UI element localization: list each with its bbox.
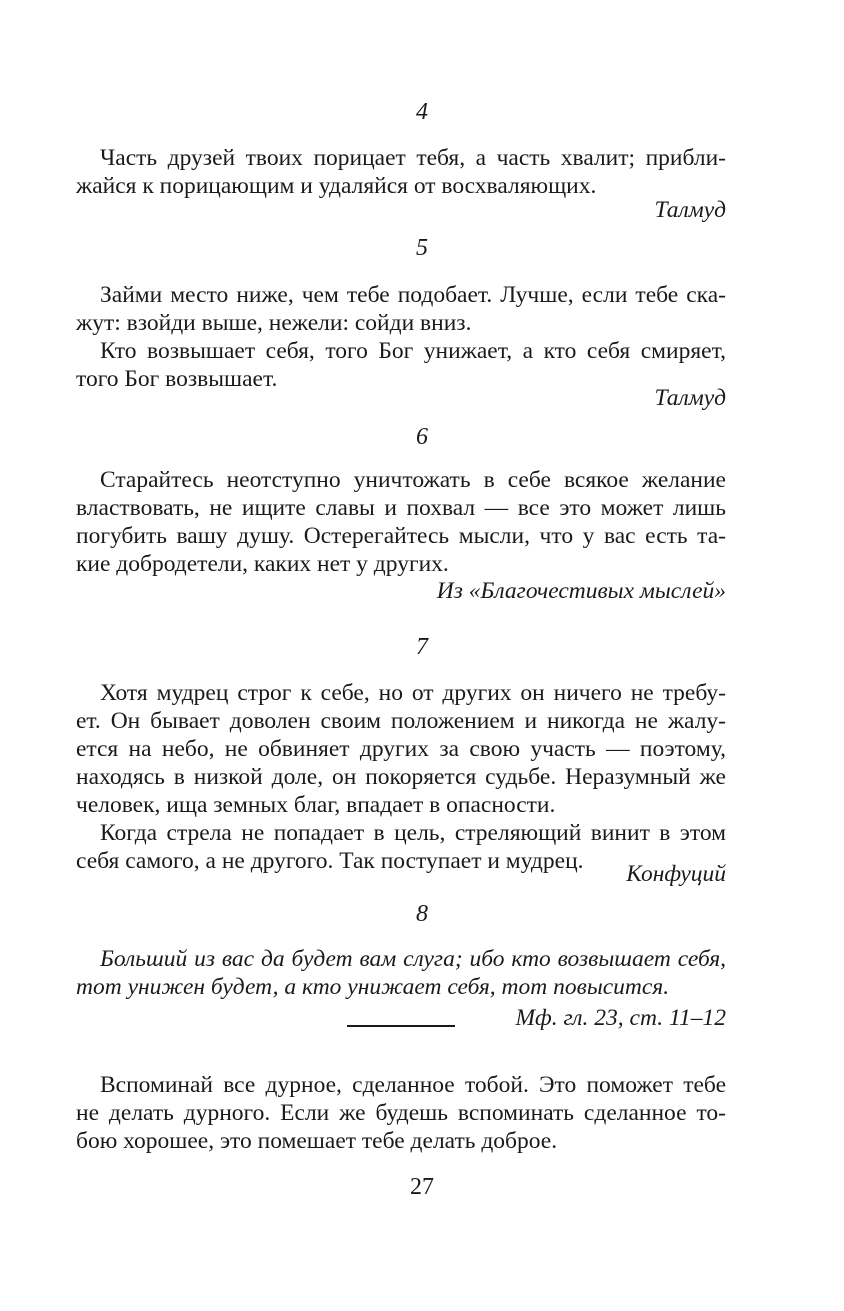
section-number: 7 (416, 634, 428, 660)
section-number: 5 (416, 235, 428, 261)
section-text (76, 679, 726, 875)
text-line: жут: взойди выше, нежели: сойди вниз. (76, 310, 472, 336)
text-line: Кто возвышает себя, того Бог унижает, а кто себя смиряет, (100, 338, 726, 364)
text-line: тот унижен будет, а кто унижает себя, тот повысится. (76, 974, 670, 1000)
section-text (76, 945, 726, 1001)
section-number: 6 (416, 424, 428, 450)
text-line: Займи место ниже, чем тебе подобает. Лучше, если тебе ска- (100, 282, 726, 308)
text-line: человек, ища земных благ, впадает в опасности. (76, 792, 556, 818)
source-attribution: Талмуд (654, 385, 726, 411)
text-line: находясь в низкой доле, он покоряется судьбе. Неразумный же (76, 764, 726, 790)
source-attribution: Мф. гл. 23, ст. 11–12 (515, 1005, 726, 1031)
text-line: Старайтесь неотступно уничтожать в себе всякое желание (100, 467, 726, 493)
text-line: Хотя мудрец строг к себе, но от других он ничего не требу- (100, 680, 726, 706)
separator-rule (347, 1025, 455, 1027)
text-line: властвовать, не ищите славы и похвал — все это может лишь (76, 495, 726, 521)
text-line: бою хорошее, это помешает тебе делать доброе. (76, 1128, 558, 1154)
page-number: 27 (410, 1174, 434, 1200)
source-attribution: Конфуций (626, 861, 726, 887)
text-line: ет. Он бывает доволен своим положением и никогда не жалу- (76, 708, 726, 734)
section-number: 8 (416, 901, 428, 927)
text-line: Больший из вас да будет вам слуга; ибо кто возвышает себя, (100, 946, 726, 972)
text-line: погубить вашу душу. Остерегайтесь мысли, что у вас есть та- (76, 523, 726, 549)
text-line: Часть друзей твоих порицает тебя, а часть хвалит; прибли- (100, 145, 726, 171)
text-line: ется на небо, не обвиняет других за свою участь — поэтому, (76, 736, 726, 762)
text-line: кие добродетели, каких нет у других. (76, 551, 449, 577)
source-attribution: Талмуд (654, 197, 726, 223)
section-text (76, 281, 726, 393)
section-text (76, 144, 726, 200)
section-number: 4 (416, 99, 428, 125)
section-text (76, 466, 726, 578)
text-line: того Бог возвышает. (76, 366, 278, 392)
text-line: не делать дурного. Если же будешь вспоминать сделанное то- (76, 1100, 726, 1126)
text-line: жайся к порицающим и удаляйся от восхваляющих. (76, 173, 597, 199)
text-line: Когда стрела не попадает в цель, стреляющий винит в этом (100, 820, 726, 846)
text-line: себя самого, а не другого. Так поступает и мудрец. (76, 848, 584, 874)
source-attribution: Из «Благочестивых мыслей» (436, 578, 726, 604)
text-line: Вспоминай все дурное, сделанное тобой. Это поможет тебе (100, 1072, 726, 1098)
closing-text (76, 1071, 726, 1155)
